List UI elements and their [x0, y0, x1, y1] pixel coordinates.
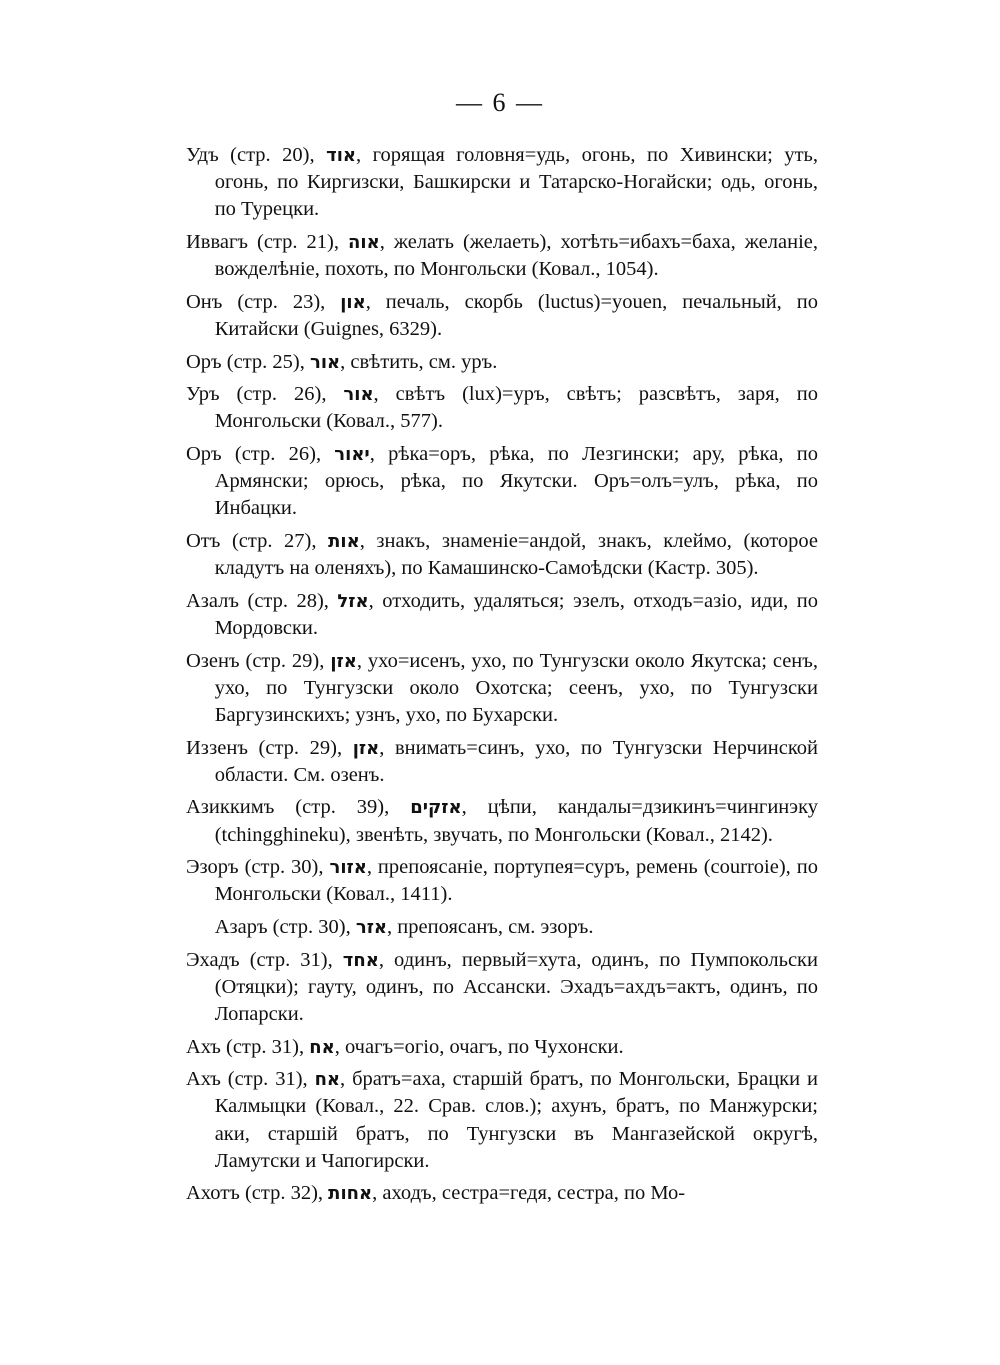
dictionary-entry: Оръ (стр. 25), אור, свѣтить, см. уръ.	[186, 350, 498, 373]
dictionary-entry: Ахъ (стр. 31), אח, братъ=аха, старшій братъ, по Монгольски, Брацки и Калмыцки (Ковал., 22. Срав. слов.); ахунъ, братъ, по Манжурски; аки, старшій братъ, по Тунгузски въ Мангазейской округѣ, Ламутски и Чапогирски.	[186, 1068, 818, 1172]
dictionary-entry: Азиккимъ (стр. 39), אזקים, цѣпи, кандалы=дзикинъ=чингинэку (tchingghineku), звенѣть, звучать, по Монгольски (Ковал., 2142).	[186, 796, 818, 846]
dictionary-entry: Азаръ (стр. 30), אזר, препоясанъ, см. эзоръ.	[214, 915, 594, 938]
page-number: — 6 —	[456, 88, 544, 117]
dictionary-entries	[186, 142, 818, 1213]
dictionary-entry: Отъ (стр. 27), אות, знакъ, знаменіе=андой, знакъ, клеймо, (которое кладутъ на оленяхъ), по Камашинско-Самоѣдски (Кастр. 305).	[186, 529, 818, 580]
dictionary-entry: Оръ (стр. 26), יאור, рѣка=оръ, рѣка, по Лезгински; ару, рѣка, по Армянски; орюсь, рѣка, по Якутски. Оръ=олъ=улъ, рѣка, по Инбацки.	[186, 442, 818, 520]
dictionary-entry: Иззенъ (стр. 29), אזן, внимать=синъ, ухо, по Тунгузски Нерчинской области. См. озенъ.	[186, 736, 818, 786]
dictionary-entry: Озенъ (стр. 29), אזן, ухо=исенъ, ухо, по Тунгузски около Якутска; сенъ, ухо, по Тунгузски около Охотска; сеенъ, ухо, по Тунгузски Баргузинскихъ; узнъ, ухо, по Бухарски.	[186, 649, 818, 726]
dictionary-entry: Ахъ (стр. 31), אח, очагъ=огіо, очагъ, по Чухонски.	[186, 1035, 624, 1058]
dictionary-entry: Ахотъ (стр. 32), אחות, аходъ, сестра=гедя, сестра, по Мо-	[186, 1182, 686, 1205]
dictionary-entry: Удъ (стр. 20), אוד, горящая головня=удь, огонь, по Хивински; уть, огонь, по Киргизски, Башкирски и Татарско-Ногайски; одь, огонь, по Турецки.	[186, 144, 818, 221]
dictionary-entry: Эзоръ (стр. 30), אזור, препоясаніе, портупея=суръ, ремень (courroie), по Монгольски (Ковал., 1411).	[186, 856, 818, 906]
dictionary-entry: Иввагъ (стр. 21), אוה, желать (желаеть), хотѣть=ибахъ=баха, желаніе, вожделѣніе, похоть, по Монгольски (Ковал., 1054).	[186, 231, 818, 281]
dictionary-entry: Уръ (стр. 26), אור, свѣтъ (lux)=уръ, свѣтъ; разсвѣтъ, заря, по Монгольски (Ковал., 577).	[186, 383, 818, 433]
dictionary-entry: Онъ (стр. 23), און, печаль, скорбь (luctus)=youen, печальный, по Китайски (Guignes, 6329).	[186, 290, 818, 340]
dictionary-entry: Эхадъ (стр. 31), אחד, одинъ, первый=хута, одинъ, по Пумпокольски (Отяцки); гауту, одинъ, по Ассански. Эхадъ=ахдъ=актъ, одинъ, по Лопарски.	[186, 948, 818, 1025]
dictionary-entry: Азалъ (стр. 28), אזל, отходить, удаляться; эзелъ, отходъ=азіо, иди, по Мордовски.	[186, 589, 818, 639]
